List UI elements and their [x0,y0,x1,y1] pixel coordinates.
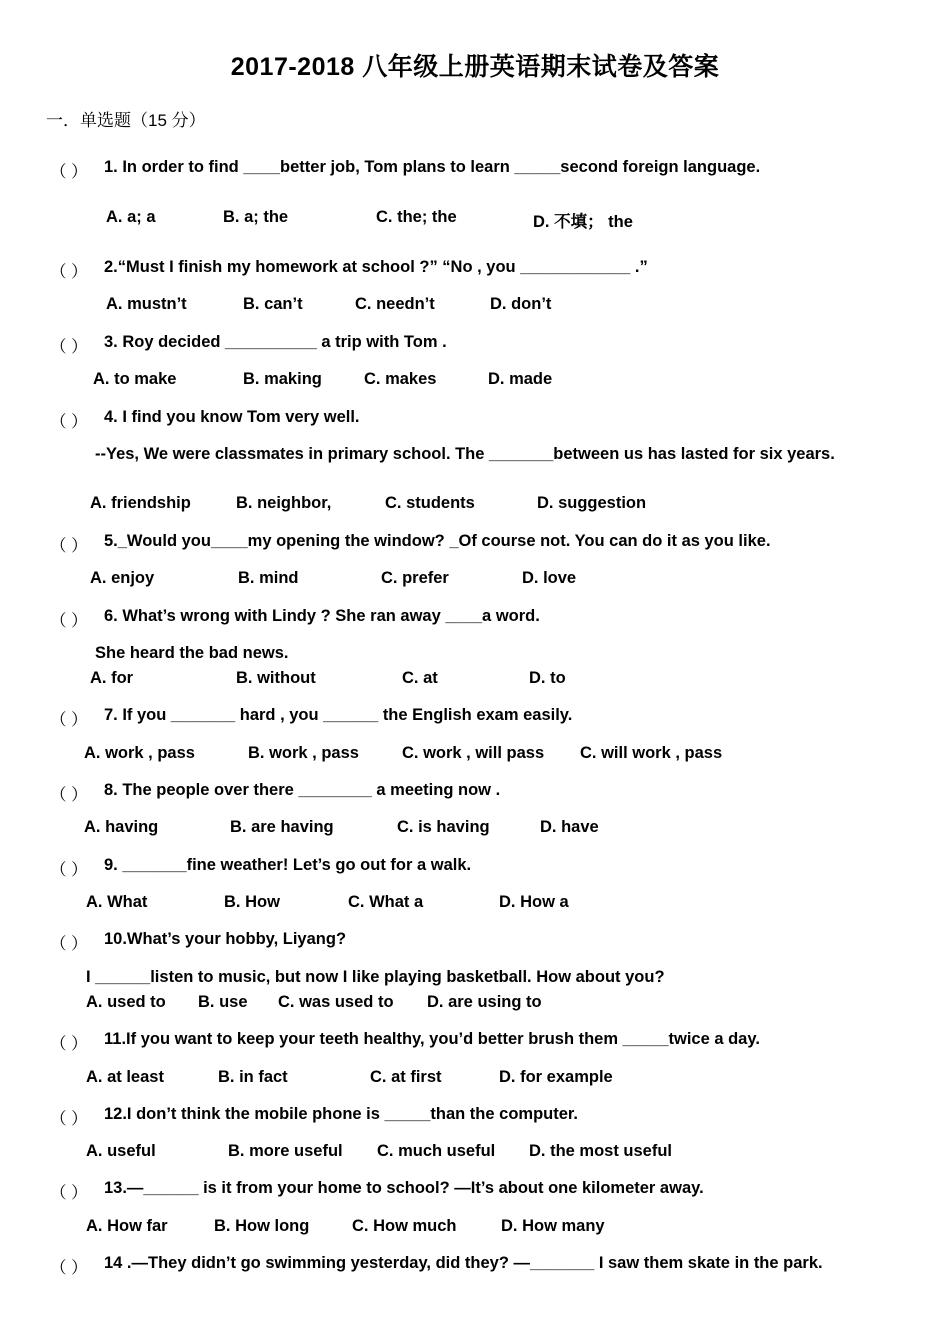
question-stem: 11.If you want to keep your teeth healthy, you’d better brush them _____twice a day. [104,1030,760,1048]
answer-option: A. a; a [106,208,156,226]
answer-option: B. can’t [243,295,303,313]
answer-blank[interactable]: （ ） [50,413,88,431]
answer-option: A. mustn’t [106,295,187,313]
answer-option: D. have [540,818,599,836]
answer-blank[interactable]: （ ） [50,612,88,630]
answer-option: B. neighbor, [236,494,332,512]
answer-option: D. 不填； the [533,213,633,231]
question-context: --Yes, We were classmates in primary school. The _______between us has lasted for six years. [95,445,835,463]
answer-option: D. don’t [490,295,552,313]
answer-option: B. making [243,370,322,388]
answer-option: B. work , pass [248,744,359,762]
answer-option: C. work , will pass [402,744,545,762]
answer-option: C. is having [397,818,490,836]
answer-option: C. How much [352,1217,457,1235]
answer-option: D. How many [501,1217,605,1235]
answer-blank[interactable]: （ ） [50,1110,88,1128]
answer-option: A. for [90,669,134,687]
answer-option: D. to [529,669,566,687]
answer-blank[interactable]: （ ） [50,935,88,953]
answer-option: D. the most useful [529,1142,673,1160]
question-stem: 3. Roy decided __________ a trip with Tom . [104,333,447,351]
answer-option: C. the; the [376,208,457,226]
answer-option: A. work , pass [84,744,195,762]
answer-option: C. students [385,494,475,512]
answer-option: D. made [488,370,553,388]
answer-option: C. was used to [278,993,394,1011]
answer-option: C. needn’t [355,295,435,313]
question-stem: 1. In order to find ____better job, Tom plans to learn _____second foreign language. [104,158,761,176]
answer-option: B. a; the [223,208,289,226]
answer-blank[interactable]: （ ） [50,786,88,804]
answer-option: B. How long [214,1217,310,1235]
answer-option: B. use [198,993,248,1011]
answer-option: B. How [224,893,280,911]
question-stem: 9. _______fine weather! Let’s go out for a walk. [104,856,472,874]
answer-blank[interactable]: （ ） [50,1035,88,1053]
answer-option: C. makes [364,370,437,388]
answer-option: B. without [236,669,316,687]
question-stem: 12.I don’t think the mobile phone is _____than the computer. [104,1105,578,1123]
answer-option: A. useful [86,1142,156,1160]
question-stem: 10.What’s your hobby, Liyang? [104,930,347,948]
answer-blank[interactable]: （ ） [50,1259,88,1277]
answer-option: C. prefer [381,569,449,587]
answer-option: A. friendship [90,494,191,512]
answer-option: C. What a [348,893,424,911]
question-stem: 7. If you _______ hard , you ______ the English exam easily. [104,706,573,724]
answer-option: B. more useful [228,1142,343,1160]
question-stem: 14 .—They didn’t go swimming yesterday, did they? —_______ I saw them skate in the park. [104,1254,823,1272]
answer-option: C. at [402,669,438,687]
answer-blank[interactable]: （ ） [50,537,88,555]
answer-blank[interactable]: （ ） [50,338,88,356]
answer-option: C. at first [370,1068,442,1086]
question-stem: 13.—______ is it from your home to school? —It’s about one kilometer away. [104,1179,704,1197]
question-stem: 6. What’s wrong with Lindy ? She ran away ____a word. [104,607,540,625]
answer-blank[interactable]: （ ） [50,711,88,729]
answer-blank[interactable]: （ ） [50,861,88,879]
answer-option: A. enjoy [90,569,155,587]
answer-option: A. at least [86,1068,164,1086]
question-context: I ______listen to music, but now I like playing basketball. How about you? [86,968,665,986]
answer-option: A. to make [93,370,177,388]
answer-blank[interactable]: （ ） [50,163,88,181]
answer-option: C. will work , pass [580,744,723,762]
answer-option: C. much useful [377,1142,496,1160]
answer-option: A. having [84,818,159,836]
answer-option: D. are using to [427,993,542,1011]
section-heading: 一．单选题（15 分） [46,111,206,130]
answer-blank[interactable]: （ ） [50,1184,88,1202]
answer-option: D. for example [499,1068,613,1086]
question-stem: 2.“Must I finish my homework at school ?” “No , you ____________ .” [104,258,648,276]
page-title: 2017-2018 八年级上册英语期末试卷及答案 [230,53,720,81]
question-stem: 4. I find you know Tom very well. [104,408,360,426]
question-stem: 5._Would you____my opening the window? _Of course not. You can do it as you like. [104,532,771,550]
answer-option: B. mind [238,569,299,587]
answer-option: D. suggestion [537,494,647,512]
question-stem: 8. The people over there ________ a meeting now . [104,781,501,799]
answer-blank[interactable]: （ ） [50,263,88,281]
answer-option: A. used to [86,993,166,1011]
answer-option: D. love [522,569,577,587]
question-context: She heard the bad news. [95,644,289,662]
answer-option: D. How a [499,893,569,911]
answer-option: B. are having [230,818,334,836]
answer-option: A. How far [86,1217,168,1235]
answer-option: B. in fact [218,1068,288,1086]
answer-option: A. What [86,893,148,911]
